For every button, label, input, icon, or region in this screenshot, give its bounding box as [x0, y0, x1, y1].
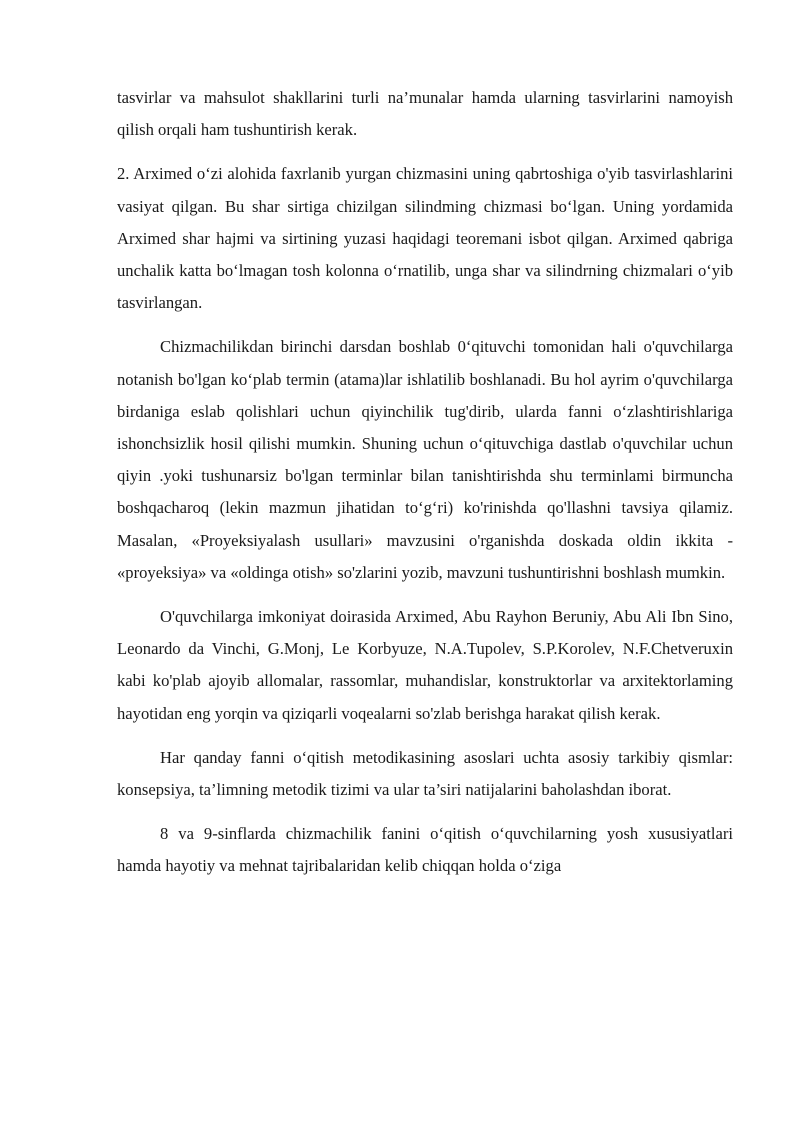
- paragraph-terminology: Chizmachilikdan birinchi darsdan boshlab 0‘qituvchi tomonidan hali o'quvchilarga notanish bo'lgan ko‘plab termin (atama)lar ishlatilib boshlanadi. Bu hol ayrim o'quvchilarga birdaniga eslab qolishlari uchun qiyinchilik tug'dirib, ularda fanni o‘zlashtirishlariga ishonchsizlik hosil qilishi mumkin. Shuning uchun o‘qituvchiga dastlab o'quvchilar uchun qiyin .yoki tushunarsiz bo'lgan terminlar bilan tanishtirishda shu terminlami birmuncha boshqacharoq (lekin mazmun jihatidan to‘g‘ri) ko'rinishda qo'llashni tavsiya qilamiz. Masalan, «Proyeksiyalash usullari» mavzusini o'rganishda doskada oldin ikkita - «proyeksiya» va «oldinga otish» so'zlarini yozib, mavzuni tushuntirishni boshlash mumkin.: [117, 337, 733, 582]
- paragraph-scholars: O'quvchilarga imkoniyat doirasida Arximed, Abu Rayhon Beruniy, Abu Ali Ibn Sino, Leonardo da Vinchi, G.Monj, Le Korbyuze, N.A.Tupolev, S.P.Korolev, N.F.Chetveruxin kabi ko'plab ajoyib allomalar, rassomlar, muhandislar, konstruktorlar va arxitektorlaming hayotidan eng yorqin va qiziqarli voqealarni so'zlab berishga harakat qilish kerak.: [117, 607, 733, 723]
- document-page: [117, 82, 733, 895]
- paragraph-continuation: tasvirlar va mahsulot shakllarini turli na’munalar hamda ularning tasvirlarini namoyish qilish orqali ham tushuntirish kerak.: [117, 88, 733, 140]
- paragraph-methodology: Har qanday fanni o‘qitish metodikasining asoslari uchta asosiy tarkibiy qismlar: konsepsiya, ta’limning metodik tizimi va ular ta’siri natijalarini baholashdan iborat.: [117, 747, 733, 800]
- paragraph-arximed: 2. Arximed o‘zi alohida faxrlanib yurgan chizmasini uning qabrtoshiga o'yib tasvirlashlarini vasiyat qilgan. Bu shar sirtiga chizilgan silindming chizmasi bo‘lgan. Uning yordamida Arximed shar hajmi va sirtining yuzasi haqidagi teoremani isbot qilgan. Arximed qabriga unchalik katta bo‘lmagan tosh kolonna o‘rnatilib, unga shar va silindrning chizmalari o‘yib tasvirlangan.: [117, 164, 733, 313]
- paragraph-grades: 8 va 9-sinflarda chizmachilik fanini o‘qitish o‘quvchilarning yosh xususiyatlari hamda hayotiy va mehnat tajribalaridan kelib chiqqan holda o‘ziga: [117, 824, 733, 876]
